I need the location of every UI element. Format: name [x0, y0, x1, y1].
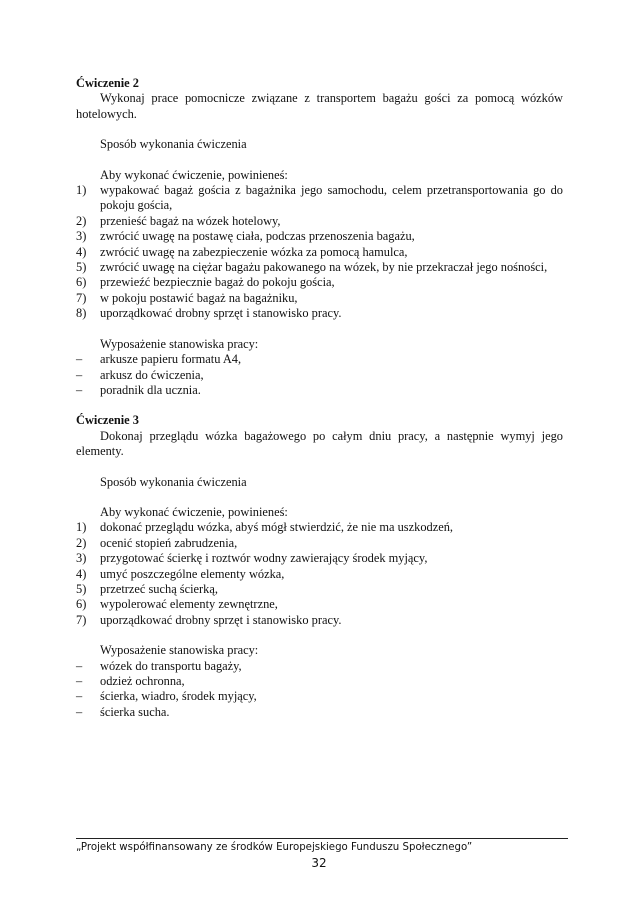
list-item: 3) zwrócić uwagę na postawę ciała, podczas przenoszenia bagażu,: [76, 229, 415, 244]
list-item: 6) wypolerować elementy zewnętrzne,: [76, 597, 278, 612]
exercise-2-task: Wykonaj prace pomocnicze związane z transportem bagażu gości za pomocą wózków hotelowych.: [76, 91, 563, 121]
list-item: 7) w pokoju postawić bagaż na bagażniku,: [76, 290, 298, 305]
exercise-3-title: Ćwiczenie 3: [76, 413, 139, 428]
list-item: 6) przewieźć bezpiecznie bagaż do pokoju gościa,: [76, 275, 335, 290]
list-item: 4) zwrócić uwagę na zabezpieczenie wózka za pomocą hamulca,: [76, 244, 408, 259]
page-number: 32: [311, 856, 327, 870]
list-item: – arkusze papieru formatu A4,: [76, 352, 242, 367]
exercise-2-equipment: [76, 352, 563, 398]
list-item: – odzież ochronna,: [76, 674, 185, 688]
list-item: – poradnik dla ucznia.: [76, 382, 201, 397]
dash-bullet-icon: –: [76, 689, 83, 704]
list-item: 5) zwrócić uwagę na ciężar bagażu pakowanego na wózek, by nie przekraczał jego nośności,: [76, 260, 548, 275]
list-item: – arkusz do ćwiczenia,: [76, 367, 204, 382]
exercise-2-method-heading: Sposób wykonania ćwiczenia: [100, 137, 247, 152]
exercise-2-steps: [76, 183, 563, 322]
list-item: 5) przetrzeć suchą ścierką,: [76, 581, 218, 596]
list-item: 1) wypakować bagaż gościa z bagażnika jego samochodu, celem przetransportowania go do pokoju gościa,: [76, 183, 563, 213]
list-item: 4) umyć poszczególne elementy wózka,: [76, 566, 285, 581]
list-item: – wózek do transportu bagaży,: [76, 658, 242, 673]
list-item: 1) dokonać przeglądu wózka, abyś mógł stwierdzić, że nie ma uszkodzeń,: [76, 520, 454, 535]
exercise-3-steps: [76, 520, 563, 628]
footer-project-note: „Projekt współfinansowany ze środków Europejskiego Funduszu Społecznego”: [76, 842, 473, 853]
dash-bullet-icon: –: [76, 367, 83, 382]
exercise-2-equipment-heading: Wyposażenie stanowiska pracy:: [100, 336, 259, 351]
dash-bullet-icon: –: [76, 674, 83, 688]
exercise-2-title: Ćwiczenie 2: [76, 76, 139, 90]
page-content: [76, 76, 563, 720]
list-item: 3) przygotować ścierkę i roztwór wodny zawierający środek myjący,: [76, 551, 428, 566]
list-item: – ścierka, wiadro, środek myjący,: [76, 689, 257, 704]
exercise-3-equipment: [76, 659, 563, 721]
list-item: 2) przenieść bagaż na wózek hotelowy,: [76, 213, 281, 228]
exercise-3-method-heading: Sposób wykonania ćwiczenia: [100, 474, 247, 489]
dash-bullet-icon: –: [76, 352, 83, 367]
list-item: 8) uporządkować drobny sprzęt i stanowisko pracy.: [76, 306, 342, 321]
dash-bullet-icon: –: [76, 704, 83, 719]
dash-bullet-icon: –: [76, 658, 83, 673]
dash-bullet-icon: –: [76, 382, 83, 397]
list-item: 7) uporządkować drobny sprzęt i stanowisko pracy.: [76, 612, 342, 627]
list-item: – ścierka sucha.: [76, 704, 170, 719]
exercise-3-equipment-heading: Wyposażenie stanowiska pracy:: [100, 643, 259, 658]
list-item: 2) ocenić stopień zabrudzenia,: [76, 535, 238, 550]
exercise-3-task: Dokonaj przeglądu wózka bagażowego po całym dniu pracy, a następnie wymyj jego elementy.: [76, 428, 563, 459]
exercise-3-intro: Aby wykonać ćwiczenie, powinieneś:: [100, 504, 288, 519]
exercise-2-intro: Aby wykonać ćwiczenie, powinieneś:: [100, 167, 288, 182]
footer-divider: [76, 838, 568, 839]
